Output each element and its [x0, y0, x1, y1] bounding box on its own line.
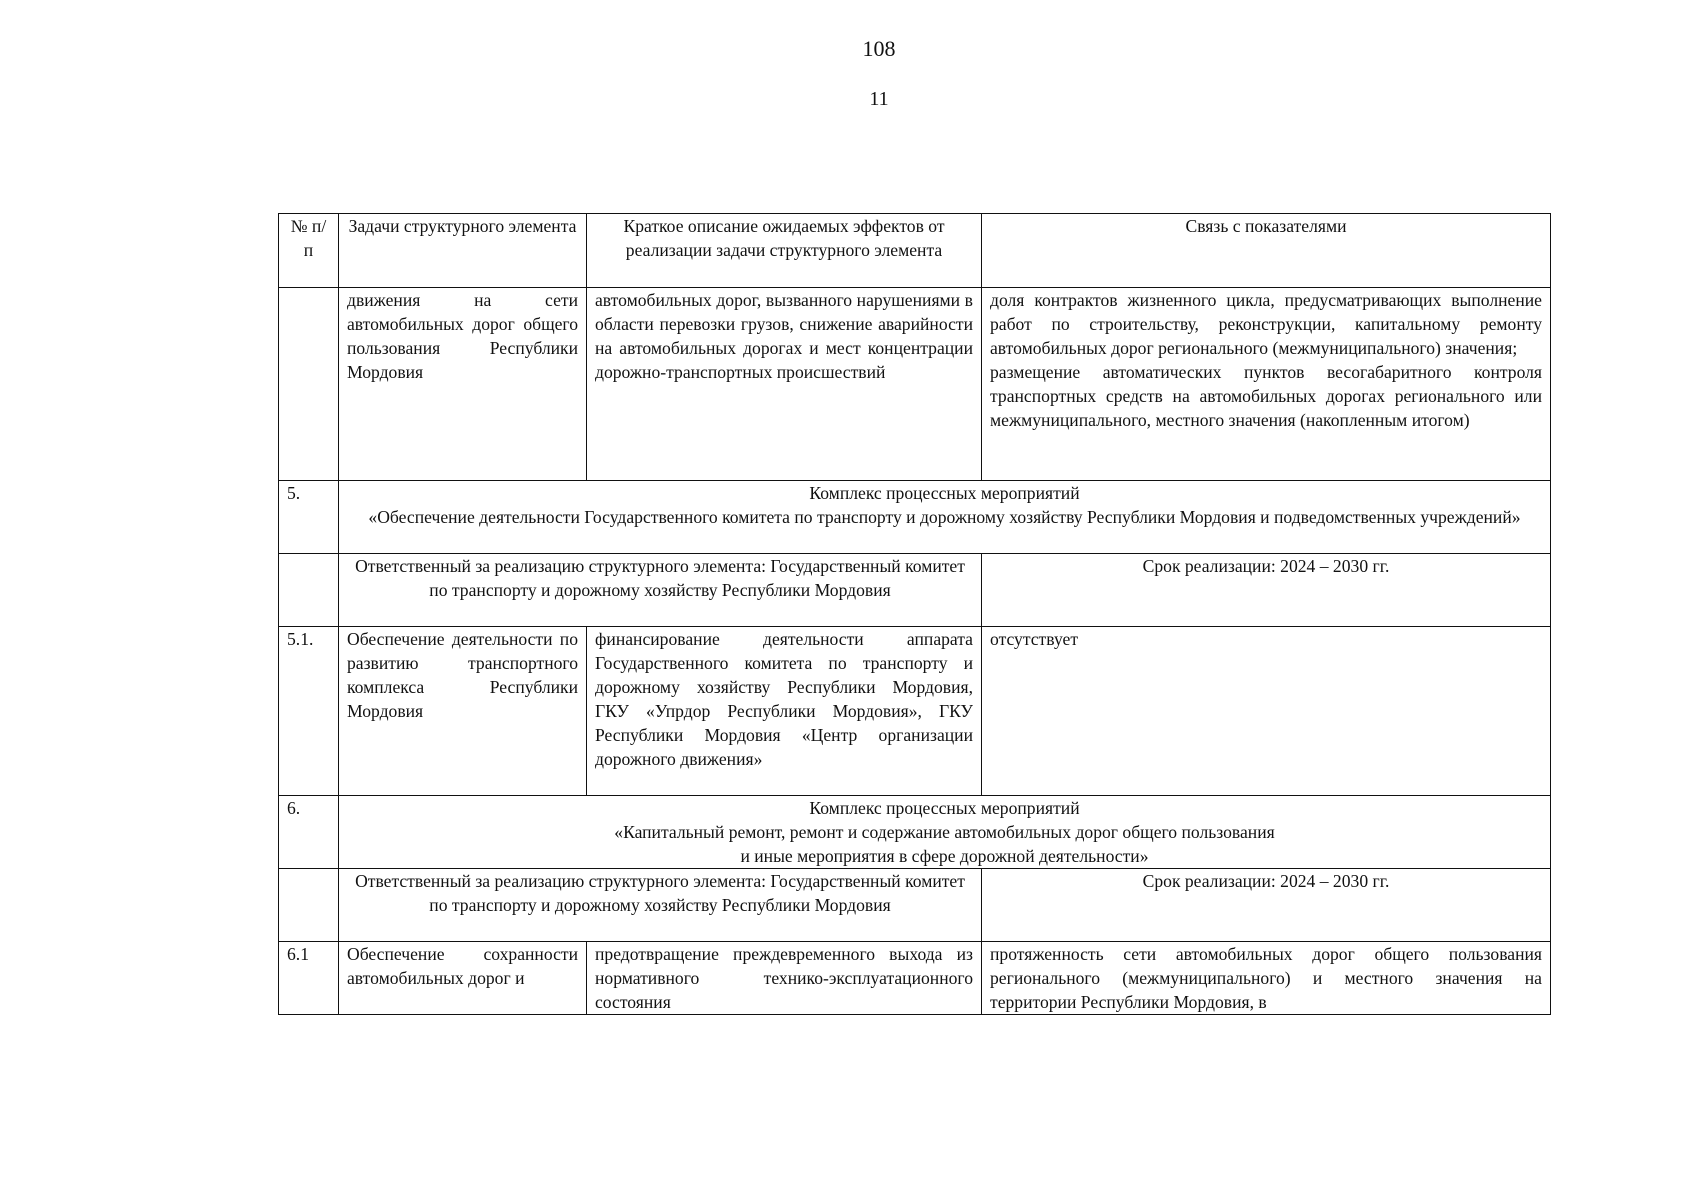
- section-title-name: «Обеспечение деятельности Государственного комитета по транспорту и дорожному хозяйству Республики Мордовия и подведомственных учреждений»: [368, 507, 1521, 527]
- row-indicators: протяженность сети автомобильных дорог общего пользования регионального (межмуниципального) и местного значения на территории Республики Мордовия, в: [982, 942, 1551, 1015]
- row-effect: предотвращение преждевременного выхода из нормативного технико-эксплуатационного состояния: [587, 942, 982, 1015]
- row-effect: автомобильных дорог, вызванного нарушениями в области перевозки грузов, снижение аварийности на автомобильных дорогах и мест концентрации дорожно-транспортных происшествий: [587, 288, 982, 481]
- table-header-row: [279, 214, 1551, 288]
- section-title-row: [279, 481, 1551, 554]
- section-title-label: Комплекс процессных мероприятий: [809, 483, 1080, 503]
- section-term: Срок реализации: 2024 – 2030 гг.: [982, 554, 1551, 627]
- indicator-item: размещение автоматических пунктов весогабаритного контроля транспортных средств на автомобильных дорогах регионального или межмуниципального, местного значения (накопленным итогом): [990, 362, 1542, 430]
- row-task: Обеспечение деятельности по развитию транспортного комплекса Республики Мордовия: [339, 627, 587, 796]
- section-number: 5.: [279, 481, 339, 554]
- row-effect: финансирование деятельности аппарата Государственного комитета по транспорту и дорожному хозяйству Республики Мордовия, ГКУ «Упрдор Республики Мордовия», ГКУ Республики Мордовия «Центр организации дорожного движения»: [587, 627, 982, 796]
- row-indicators: [982, 288, 1551, 481]
- page-subnumber: 11: [869, 88, 889, 110]
- section-responsible-row: [279, 554, 1551, 627]
- structural-elements-table: [278, 213, 1551, 1015]
- section-title-name: «Капитальный ремонт, ремонт и содержание автомобильных дорог общего пользования: [614, 822, 1275, 842]
- section-title-label: Комплекс процессных мероприятий: [809, 798, 1080, 818]
- page-number: 108: [862, 36, 896, 61]
- section-title-name: и иные мероприятия в сфере дорожной деятельности»: [740, 846, 1149, 866]
- section-number: 6.: [279, 796, 339, 869]
- empty-cell: [279, 554, 339, 627]
- row-number: 5.1.: [279, 627, 339, 796]
- empty-cell: [279, 869, 339, 942]
- section-title-row: [279, 796, 1551, 869]
- header-task: Задачи структурного элемента: [339, 214, 587, 288]
- table-row: [279, 288, 1551, 481]
- section-responsible: Ответственный за реализацию структурного элемента: Государственный комитет по транспорту и дорожному хозяйству Республики Мордовия: [339, 869, 982, 942]
- indicator-item: доля контрактов жизненного цикла, предусматривающих выполнение работ по строительству, реконструкции, капитальному ремонту автомобильных дорог регионального (межмуниципального) значения;: [990, 290, 1542, 358]
- row-number: [279, 288, 339, 481]
- row-number: 6.1: [279, 942, 339, 1015]
- section-term: Срок реализации: 2024 – 2030 гг.: [982, 869, 1551, 942]
- section-title: [339, 796, 1551, 869]
- table-row: [279, 942, 1551, 1015]
- header-effect: Краткое описание ожидаемых эффектов от реализации задачи структурного элемента: [587, 214, 982, 288]
- section-responsible-row: [279, 869, 1551, 942]
- section-title: [339, 481, 1551, 554]
- section-responsible: Ответственный за реализацию структурного элемента: Государственный комитет по транспорту и дорожному хозяйству Республики Мордовия: [339, 554, 982, 627]
- row-indicators: отсутствует: [982, 627, 1551, 796]
- header-number: № п/п: [279, 214, 339, 288]
- row-task: движения на сети автомобильных дорог общего пользования Республики Мордовия: [339, 288, 587, 481]
- header-indicators: Связь с показателями: [982, 214, 1551, 288]
- row-task: Обеспечение сохранности автомобильных дорог и: [339, 942, 587, 1015]
- table-row: [279, 627, 1551, 796]
